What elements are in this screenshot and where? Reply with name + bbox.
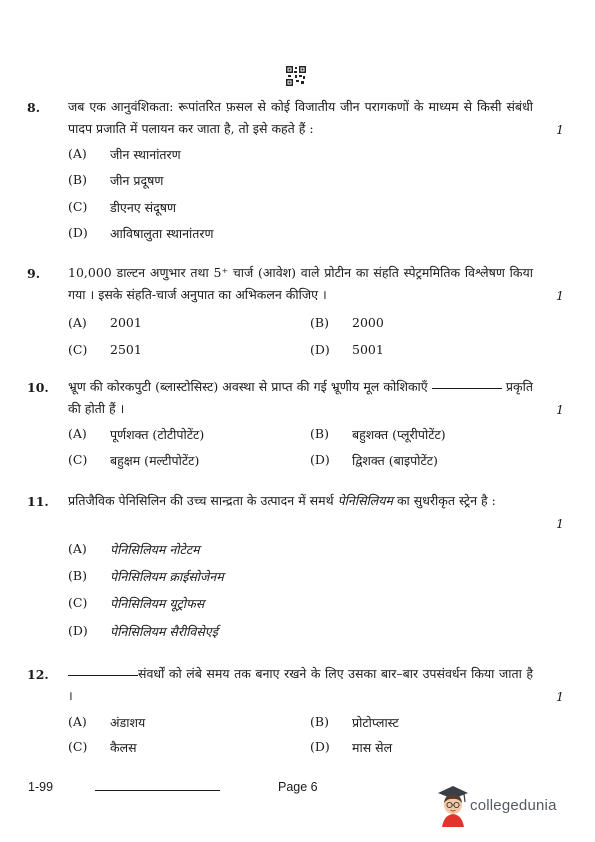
option-text: बहुशक्त (प्लूरीपोटेंट): [352, 427, 446, 442]
option-text: द्विशक्त (बाइपोटेंट): [352, 453, 438, 468]
question-text: [68, 376, 533, 420]
option-label: (A): [68, 714, 87, 729]
option-label: (B): [310, 714, 329, 729]
option-label: (C): [68, 199, 88, 214]
paper-code: 1-99: [28, 780, 54, 794]
genus-name-italic: पेनिसिलियम: [337, 493, 393, 508]
page-number: Page 6: [278, 780, 318, 794]
option-label: (B): [310, 315, 329, 330]
option-text: 2000: [352, 315, 384, 330]
option-text: जीन प्रदूषण: [110, 173, 164, 188]
option-label: (C): [68, 342, 88, 357]
option-text: पेनिसिलियम यूट्रोफस: [110, 596, 205, 611]
question-number: 8.: [27, 100, 41, 115]
option-label: (A): [68, 146, 87, 161]
option-text: अंडाशय: [110, 715, 146, 730]
question-number: 11.: [27, 494, 49, 509]
option-text: डीएनए संदूषण: [110, 200, 177, 215]
option-label: (B): [68, 568, 87, 583]
option-text: 2001: [110, 315, 142, 330]
fill-in-blank: [432, 388, 502, 389]
option-label: (D): [310, 342, 330, 357]
option-label: (D): [68, 623, 88, 638]
option-label: (C): [68, 595, 88, 610]
question-text: 10,000 डाल्टन अणुभार तथा 5⁺ चार्ज (आवेश) वाले प्रोटीन का संहति स्पेट्रममितिक विश्लेषण किया गया । इसके संहति-चार्ज अनुपात का अभिकलन कीजिए ।: [68, 265, 533, 302]
option-label: (D): [310, 452, 330, 467]
option-text: पेनिसिलियम सैरीविसेएई: [110, 624, 218, 639]
option-text: कैलस: [110, 740, 137, 755]
question-text: जब एक आनुवंशिकता: रूपांतरित फ़सल से कोई विजातीय जीन परागकणों के माध्यम से किसी संबंधी पादप प्रजाति में पलायन कर जाता है, तो इसे कहते हैं :: [68, 99, 533, 136]
question-text-after: प्रकृति की होती हैं ।: [68, 379, 533, 416]
question-number: 12.: [27, 667, 49, 682]
brand-logo: [436, 783, 586, 827]
option-label: (A): [68, 315, 87, 330]
marks: 1: [556, 402, 564, 417]
question-number: 9.: [27, 266, 41, 281]
option-label: (A): [68, 426, 87, 441]
option-text: प्रोटोप्लास्ट: [352, 715, 399, 730]
option-label: (D): [68, 225, 88, 240]
marks: 1: [556, 689, 564, 704]
option-text: 2501: [110, 342, 142, 357]
option-label: (A): [68, 541, 87, 556]
qr-code-icon: [286, 66, 306, 86]
option-label: (B): [68, 172, 87, 187]
option-text: आविषालुता स्थानांतरण: [110, 226, 214, 241]
option-label: (B): [310, 426, 329, 441]
option-text: मास सेल: [352, 740, 393, 755]
option-text: 5001: [352, 342, 384, 357]
option-text: पूर्णशक्त (टोटीपोटेंट): [110, 427, 205, 442]
question-text: [68, 663, 533, 707]
option-label: (D): [310, 739, 330, 754]
question-text: [68, 490, 533, 512]
graduate-mascot-icon: [436, 783, 470, 827]
marks: 1: [556, 122, 564, 137]
fill-in-blank: [68, 675, 138, 676]
option-text: पेनिसिलियम नोटेटम: [110, 542, 200, 557]
option-text: बहुक्षम (मल्टीपोटेंट): [110, 453, 200, 468]
option-text: जीन स्थानांतरण: [110, 147, 181, 162]
question-number: 10.: [27, 380, 49, 395]
marks: 1: [556, 288, 564, 303]
option-label: (C): [68, 739, 88, 754]
question-text-before: भ्रूण की कोरकपुटी (ब्लास्टोसिस्ट) अवस्था से प्राप्त की गई भ्रूणीय मूल कोशिकाएँ: [68, 379, 428, 394]
brand-name: collegedunia: [470, 797, 557, 814]
option-text: पेनिसिलियम क्राईसोजेनम: [110, 569, 224, 584]
marks: 1: [556, 516, 564, 531]
question-text-after: का सुधरीकृत स्ट्रेन है :: [396, 493, 496, 508]
question-text-before: प्रतिजैविक पेनिसिलिन की उच्च सान्द्रता के उत्पादन में समर्थ: [68, 493, 334, 508]
question-text-after: संवर्धों को लंबे समय तक बनाए रखने के लिए उसका बार–बार उपसंवर्धन किया जाता है ।: [68, 666, 533, 703]
footer-rule: [95, 790, 220, 791]
option-label: (C): [68, 452, 88, 467]
